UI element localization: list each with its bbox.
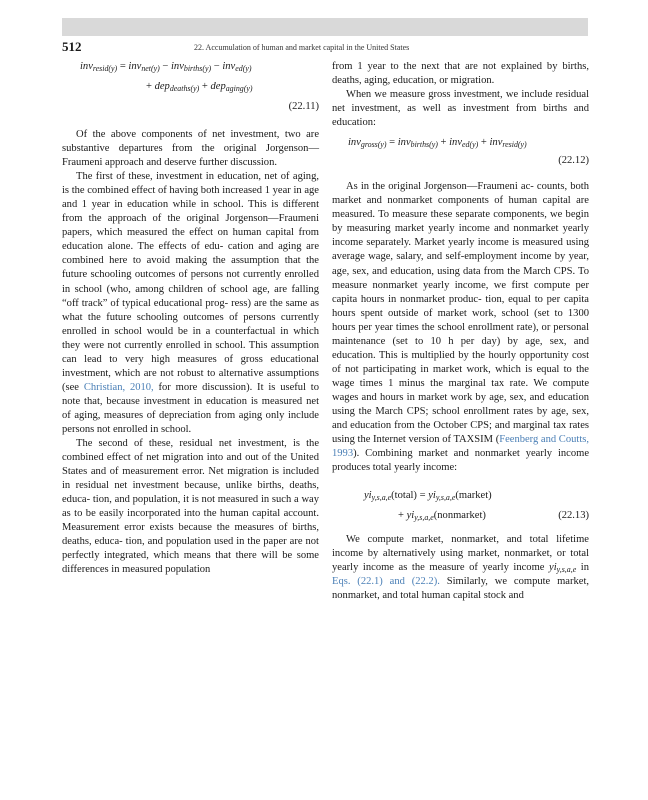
paragraph-lifetime-income: We compute market, nonmarket, and total lifetime income by alternatively using market, nonmarket, or total yearly income as the measure of yearly income $yi_{y,s,a,e}$ in Eqs. (22.1) and (22.2). Similarly, we compute market, nonmarket, and total human capital stock and [332, 534, 590, 602]
running-header-bar [62, 18, 588, 36]
paragraph-market-nonmarket: As in the original Jorgenson—Fraumeni ac- counts, both market and nonmarket components of human capital are measured. To measure these separate components, we begin by measuring market yearly income and nonmarket yearly income separately. Market yearly income is measured using average wage, salary, and self-employment income by year, age, sex, and education, using data from the March CPS. To measure nonmarket yearly income, we first compute per capita hours in nonmarket produc- tion, equal to per capita hours spent outside of market work, school (set to 1300 hours per year times the school enrollment rate), or personal maintenance (set to 10 h per day) by age, sex, and education. This is multiplied by the hourly opportunity cost of not participating in market work, which is equal to the wage times 1 minus the marginal tax rate. We compute wages and hours in market work by age, sex, and education using the March CPS; school enrollment rates by age, sex, and education from the October CPS; and marginal tax rates using the Internet version of TAXSIM (Feenberg and Coutts, 1993). Combining market and nonmarket yearly income produces total yearly income: [332, 181, 590, 474]
equation-22-12: inv$_{gross(y)}$ = inv$_{births(y)}$ + inv$_{ed(y)}$ + inv$_{resid(y)}$ (22.12) [332, 136, 589, 168]
running-title: 22. Accumulation of human and market capital in the United States [194, 43, 410, 52]
page-number: 512 [62, 39, 82, 54]
right-column [332, 60, 589, 603]
ref-eq-22-1[interactable]: Eqs. (22.1) [332, 576, 383, 588]
paragraph-gross-investment: When we measure gross investment, we include residual net investment, as well as investment from births and education: [332, 89, 590, 129]
citation-christian-2010[interactable]: Christian, 2010, [83, 381, 154, 393]
citation-feenberg-coutts-1993[interactable]: Feenberg and Coutts, 1993 [332, 434, 589, 460]
paragraph-education: The first of these, investment in education, net of aging, is the combined effect of having both increased 1 year in age and 1 year in education while in school. This is different from the approach of the original Jorgenson—Fraumeni papers, which measured the effect on human capital from education alone. The effects of edu- cation and aging are combined here to avoid making the assumption that the future schooling outcomes of persons not currently enrolled in school (who, among children of school age, are falling “off track” of typical educational prog- ress) are the same as what the future schooling outcomes of persons currently enrolled in school would be in a counterfactual in which they were not currently enrolled in school. This assumption can lead to very high measures of gross educational investment, which are not robust to alternative assumptions (see Christian, 2010, for more discussion). It is useful to note that, because investment in education is measured net of aging, measures of depreciation from aging only include persons not enrolled in school. [62, 171, 320, 435]
left-column [62, 60, 319, 578]
equation-22-13: $yi_{y,s,a,e}(total)$ = $yi_{y,s,a,e}(market)$ + $yi_{y,s,a,e}(nonmarket)$ (22.13) [364, 490, 589, 523]
equation-label: (22.12) [558, 155, 589, 167]
paragraph-residual: The second of these, residual net investment, is the combined effect of net migration into and out of the United States and of measurement error. Net migration is included in residual net investment because, unlike births, deaths, educa- tion, and population, it is not measured in such a way as to be easily incorporated into the human capital account. Measurement error exists because the measures of births, deaths, educa- tion, and population used in the paper are not perfectly integrated, which means that there will be some differences in measured population [62, 438, 320, 576]
paragraph-residual-cont: from 1 year to the next that are not explained by births, deaths, aging, education, or migration. [332, 61, 589, 87]
equation-label: (22.11) [288, 101, 319, 112]
equation-label: (22.13) [558, 510, 589, 522]
equation-22-11: inv$_{resid(y)}$ = inv$_{net(y)}$ − inv$_{births(y)}$ − inv$_{ed(y)}$ + dep$_{deaths(y)}$ + dep$_{aging(y)}$ (22.11) [62, 60, 319, 114]
ref-eq-22-2[interactable]: and (22.2). [389, 576, 440, 588]
paragraph-components: Of the above components of net investment, two are substantive departures from the original Jorgenson—Fraumeni approach and deserve further discussion. [62, 129, 319, 169]
